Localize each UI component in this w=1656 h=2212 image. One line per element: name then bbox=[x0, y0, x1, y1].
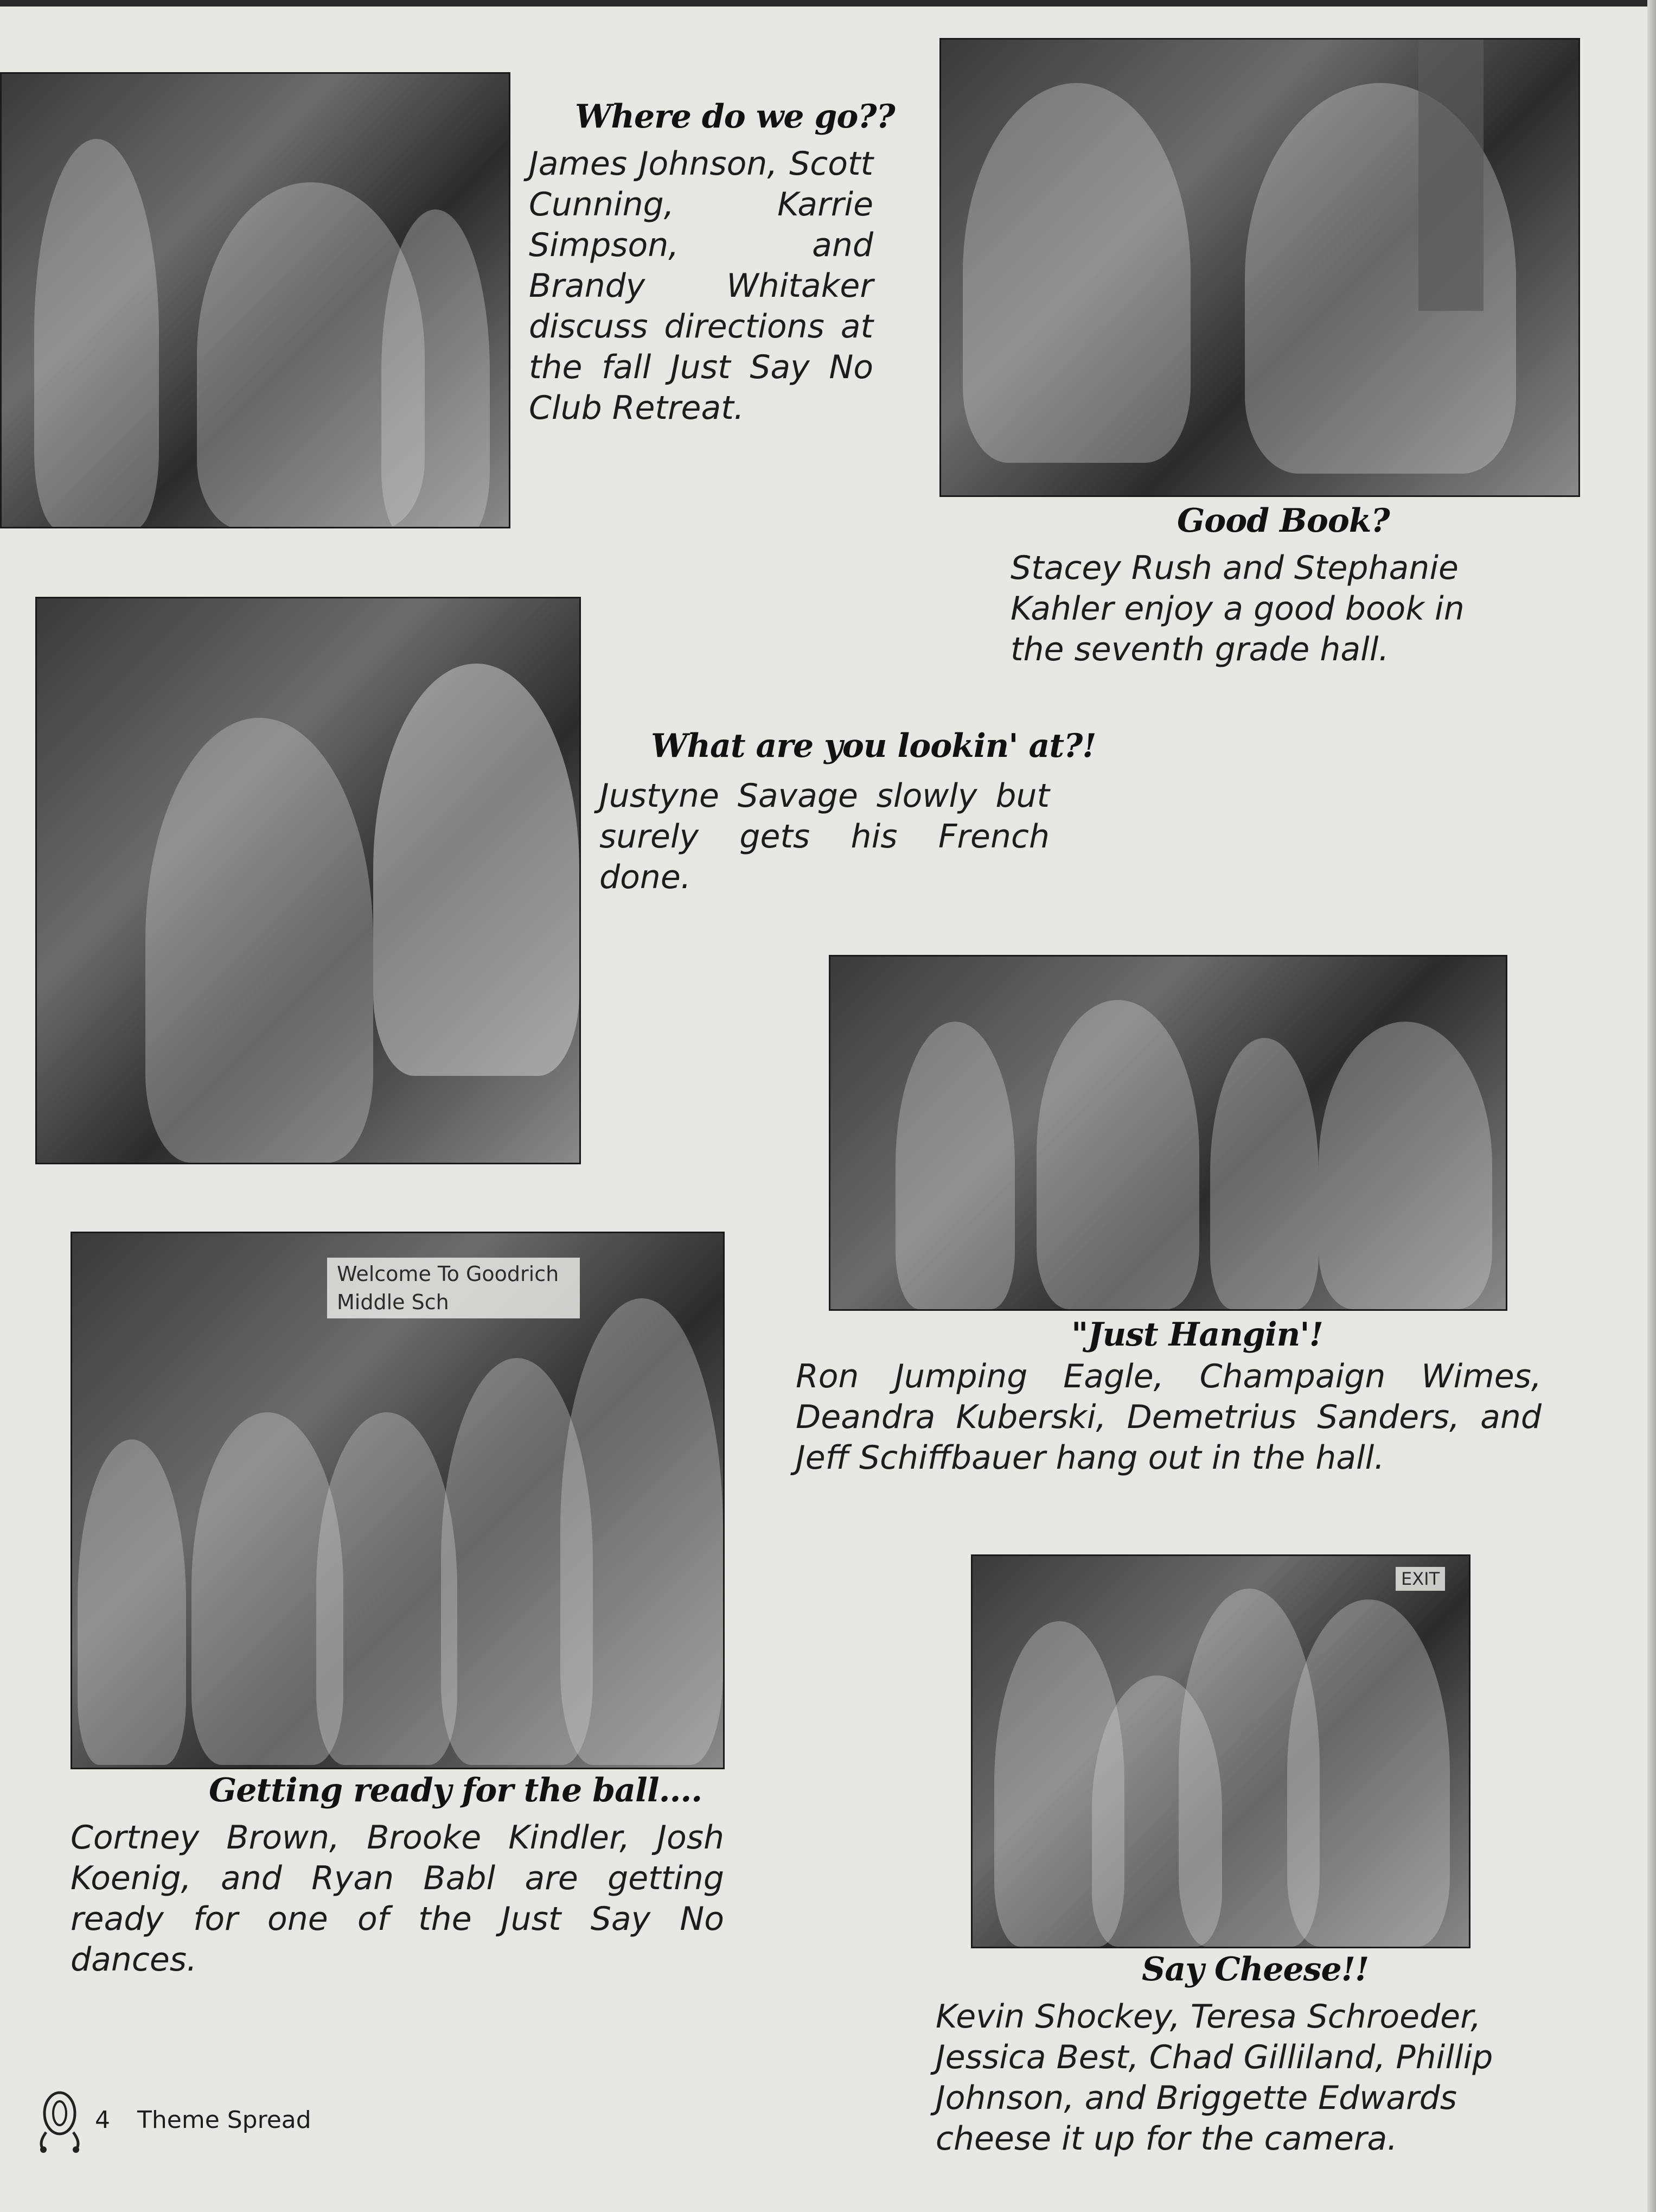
hangin-caption: Ron Jumping Eagle, Champaign Wimes, Deandra Kuberski, Demetrius Sanders, and Jeff Schiffbauer hang out in the hall. bbox=[796, 1357, 1542, 1477]
hangin-title: "Just Hangin'! bbox=[1071, 1316, 1323, 1354]
photo-good-book bbox=[939, 38, 1580, 497]
page-right-edge bbox=[1647, 0, 1656, 2212]
photo-french bbox=[35, 597, 581, 1164]
ball-sign-text: Welcome To Goodrich Middle Sch bbox=[327, 1258, 580, 1318]
photo-hangin bbox=[829, 955, 1507, 1311]
school-mascot-icon bbox=[30, 2089, 89, 2154]
photo-retreat bbox=[0, 72, 510, 528]
cheese-title: Say Cheese!! bbox=[1142, 1950, 1369, 1988]
cheese-caption: Kevin Shockey, Teresa Schroeder, Jessica Best, Chad Gilliland, Phillip Johnson, and Briggette Edwards cheese it up for the camera. bbox=[936, 1998, 1493, 2158]
page-number: 4 bbox=[95, 2106, 110, 2134]
retreat-title: Where do we go?? bbox=[575, 98, 895, 136]
page-top-edge bbox=[0, 0, 1656, 7]
french-title: What are you lookin' at?! bbox=[651, 727, 1096, 765]
good-book-title: Good Book? bbox=[1177, 502, 1390, 540]
good-book-caption: Stacey Rush and Stephanie Kahler enjoy a good book in the seventh grade hall. bbox=[1011, 549, 1465, 668]
french-caption: Justyne Savage slowly but surely gets his French done. bbox=[599, 777, 1050, 896]
photo-cheese bbox=[971, 1554, 1470, 1948]
ball-title: Getting ready for the ball.... bbox=[209, 1771, 702, 1809]
section-name: Theme Spread bbox=[137, 2106, 311, 2134]
ball-caption: Cortney Brown, Brooke Kindler, Josh Koenig, and Ryan Babl are getting ready for one of the Just Say No dances. bbox=[71, 1819, 724, 1979]
cheese-sign-text: EXIT bbox=[1396, 1567, 1445, 1591]
photo-ball bbox=[71, 1232, 725, 1769]
retreat-caption: James Johnson, Scott Cunning, Karrie Simpson, and Brandy Whitaker discuss directions at the fall Just Say No Club Retreat. bbox=[529, 145, 873, 427]
